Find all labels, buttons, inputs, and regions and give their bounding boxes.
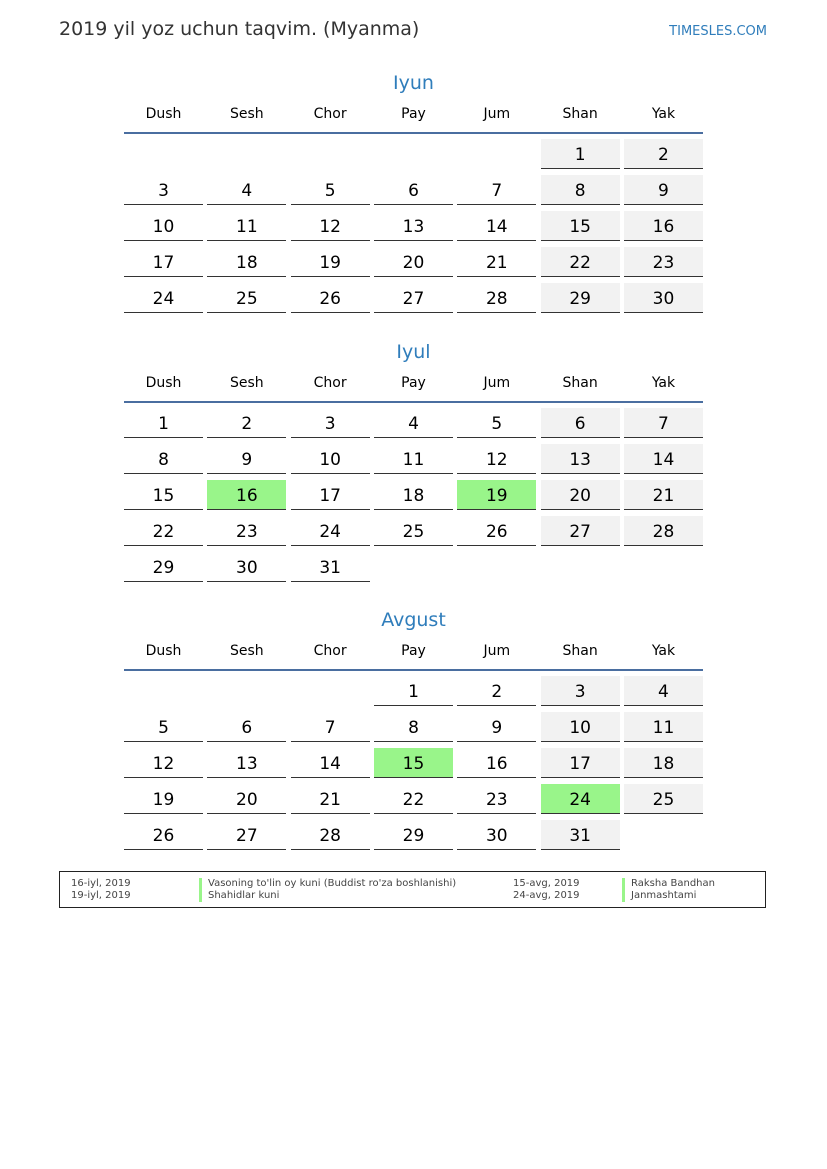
empty-cell <box>624 820 703 850</box>
weekday-label: Shan <box>562 106 598 122</box>
day-cell: 11 <box>624 712 703 742</box>
day-cell: 18 <box>207 247 286 277</box>
day-cell: 9 <box>207 444 286 474</box>
day-cell: 11 <box>207 211 286 241</box>
empty-cell <box>207 676 286 706</box>
weekday-label: Pay <box>401 375 426 391</box>
legend-row <box>60 890 765 902</box>
day-cell: 5 <box>124 712 203 742</box>
holiday-day-cell: 19 <box>457 480 536 510</box>
day-cell: 1 <box>541 139 620 169</box>
weekday-label: Dush <box>145 643 182 659</box>
day-cell: 18 <box>374 480 453 510</box>
weeks <box>124 408 703 582</box>
legend-holiday-name: Janmashtami <box>622 890 696 902</box>
weeks <box>124 139 703 313</box>
day-cell: 3 <box>291 408 370 438</box>
day-cell: 6 <box>374 175 453 205</box>
month-title: Avgust <box>381 609 446 631</box>
day-cell: 28 <box>624 516 703 546</box>
legend-date: 19-iyl, 2019 <box>71 890 131 901</box>
holiday-day-cell: 24 <box>541 784 620 814</box>
month-title: Iyun <box>393 72 434 94</box>
week-row <box>124 748 703 778</box>
day-cell: 25 <box>624 784 703 814</box>
week-row <box>124 676 703 706</box>
day-cell: 23 <box>207 516 286 546</box>
week-row <box>124 516 703 546</box>
day-cell: 22 <box>541 247 620 277</box>
day-cell: 10 <box>124 211 203 241</box>
empty-cell <box>624 552 703 582</box>
day-cell: 20 <box>541 480 620 510</box>
week-row <box>124 480 703 510</box>
week-row <box>124 552 703 582</box>
week-row <box>124 444 703 474</box>
week-row <box>124 139 703 169</box>
week-row <box>124 247 703 277</box>
empty-cell <box>207 139 286 169</box>
day-cell: 10 <box>541 712 620 742</box>
day-cell: 31 <box>291 552 370 582</box>
empty-cell <box>457 139 536 169</box>
day-cell: 12 <box>124 748 203 778</box>
day-cell: 13 <box>374 211 453 241</box>
weekday-label: Jum <box>483 643 511 659</box>
day-cell: 25 <box>207 283 286 313</box>
month-iyun <box>124 70 703 319</box>
empty-cell <box>374 139 453 169</box>
day-cell: 17 <box>541 748 620 778</box>
day-cell: 12 <box>457 444 536 474</box>
weekday-label: Dush <box>145 375 182 391</box>
day-cell: 21 <box>457 247 536 277</box>
day-cell: 30 <box>207 552 286 582</box>
holiday-day-cell: 16 <box>207 480 286 510</box>
day-cell: 23 <box>457 784 536 814</box>
week-row <box>124 283 703 313</box>
day-cell: 15 <box>124 480 203 510</box>
week-row <box>124 820 703 850</box>
legend-date: 24-avg, 2019 <box>513 890 580 901</box>
day-cell: 5 <box>457 408 536 438</box>
day-cell: 8 <box>374 712 453 742</box>
weekday-label: Chor <box>313 643 347 659</box>
day-cell: 12 <box>291 211 370 241</box>
weekday-label: Yak <box>651 375 676 391</box>
day-cell: 4 <box>374 408 453 438</box>
day-cell: 11 <box>374 444 453 474</box>
day-cell: 8 <box>541 175 620 205</box>
empty-cell <box>291 676 370 706</box>
week-row <box>124 408 703 438</box>
day-cell: 2 <box>457 676 536 706</box>
page-title: 2019 yil yoz uchun taqvim. (Myanma) <box>59 18 420 40</box>
day-cell: 7 <box>457 175 536 205</box>
week-row <box>124 784 703 814</box>
day-cell: 7 <box>291 712 370 742</box>
day-cell: 14 <box>457 211 536 241</box>
day-cell: 3 <box>541 676 620 706</box>
day-cell: 18 <box>624 748 703 778</box>
day-cell: 30 <box>624 283 703 313</box>
weekday-label: Shan <box>562 643 598 659</box>
legend-date: 15-avg, 2019 <box>513 878 580 889</box>
weekday-label: Chor <box>313 375 347 391</box>
week-row <box>124 712 703 742</box>
day-cell: 1 <box>124 408 203 438</box>
legend-date: 16-iyl, 2019 <box>71 878 131 889</box>
day-cell: 28 <box>457 283 536 313</box>
weekday-header <box>124 106 703 134</box>
day-cell: 3 <box>124 175 203 205</box>
day-cell: 19 <box>124 784 203 814</box>
empty-cell <box>374 552 453 582</box>
day-cell: 27 <box>374 283 453 313</box>
day-cell: 21 <box>624 480 703 510</box>
day-cell: 9 <box>457 712 536 742</box>
day-cell: 28 <box>291 820 370 850</box>
day-cell: 2 <box>624 139 703 169</box>
weekday-label: Sesh <box>229 643 264 659</box>
day-cell: 20 <box>374 247 453 277</box>
day-cell: 4 <box>207 175 286 205</box>
weekday-label: Jum <box>483 375 511 391</box>
month-avgust <box>124 607 703 856</box>
empty-cell <box>457 552 536 582</box>
weekday-label: Sesh <box>229 375 264 391</box>
day-cell: 17 <box>124 247 203 277</box>
day-cell: 9 <box>624 175 703 205</box>
day-cell: 15 <box>541 211 620 241</box>
day-cell: 26 <box>291 283 370 313</box>
day-cell: 29 <box>374 820 453 850</box>
day-cell: 24 <box>291 516 370 546</box>
day-cell: 26 <box>457 516 536 546</box>
day-cell: 26 <box>124 820 203 850</box>
day-cell: 1 <box>374 676 453 706</box>
empty-cell <box>541 552 620 582</box>
day-cell: 22 <box>124 516 203 546</box>
weekday-header <box>124 375 703 403</box>
day-cell: 19 <box>291 247 370 277</box>
day-cell: 23 <box>624 247 703 277</box>
holiday-legend <box>59 871 766 908</box>
legend-holiday-name: Vasoning to'lin oy kuni (Buddist ro'za boshlanishi) <box>199 878 456 890</box>
legend-holiday-name: Shahidlar kuni <box>199 890 279 902</box>
day-cell: 22 <box>374 784 453 814</box>
weekday-label: Pay <box>401 643 426 659</box>
empty-cell <box>291 139 370 169</box>
day-cell: 20 <box>207 784 286 814</box>
weekday-label: Dush <box>145 106 182 122</box>
weekday-label: Chor <box>313 106 347 122</box>
empty-cell <box>124 676 203 706</box>
month-title: Iyul <box>396 341 431 363</box>
day-cell: 31 <box>541 820 620 850</box>
weekday-label: Shan <box>562 375 598 391</box>
day-cell: 14 <box>624 444 703 474</box>
day-cell: 4 <box>624 676 703 706</box>
day-cell: 13 <box>207 748 286 778</box>
day-cell: 8 <box>124 444 203 474</box>
day-cell: 29 <box>541 283 620 313</box>
day-cell: 7 <box>624 408 703 438</box>
day-cell: 6 <box>207 712 286 742</box>
day-cell: 16 <box>457 748 536 778</box>
month-iyul <box>124 339 703 588</box>
day-cell: 30 <box>457 820 536 850</box>
legend-row <box>60 878 765 890</box>
weekday-label: Sesh <box>229 106 264 122</box>
day-cell: 16 <box>624 211 703 241</box>
day-cell: 29 <box>124 552 203 582</box>
day-cell: 2 <box>207 408 286 438</box>
day-cell: 24 <box>124 283 203 313</box>
day-cell: 27 <box>541 516 620 546</box>
weeks <box>124 676 703 850</box>
weekday-label: Pay <box>401 106 426 122</box>
day-cell: 10 <box>291 444 370 474</box>
day-cell: 25 <box>374 516 453 546</box>
week-row <box>124 175 703 205</box>
day-cell: 5 <box>291 175 370 205</box>
day-cell: 17 <box>291 480 370 510</box>
weekday-label: Jum <box>483 106 511 122</box>
day-cell: 27 <box>207 820 286 850</box>
weekday-label: Yak <box>651 643 676 659</box>
day-cell: 6 <box>541 408 620 438</box>
day-cell: 13 <box>541 444 620 474</box>
holiday-day-cell: 15 <box>374 748 453 778</box>
weekday-header <box>124 643 703 671</box>
week-row <box>124 211 703 241</box>
weekday-label: Yak <box>651 106 676 122</box>
site-link[interactable]: TIMESLES.COM <box>669 24 767 39</box>
legend-holiday-name: Raksha Bandhan <box>622 878 715 890</box>
empty-cell <box>124 139 203 169</box>
day-cell: 14 <box>291 748 370 778</box>
day-cell: 21 <box>291 784 370 814</box>
